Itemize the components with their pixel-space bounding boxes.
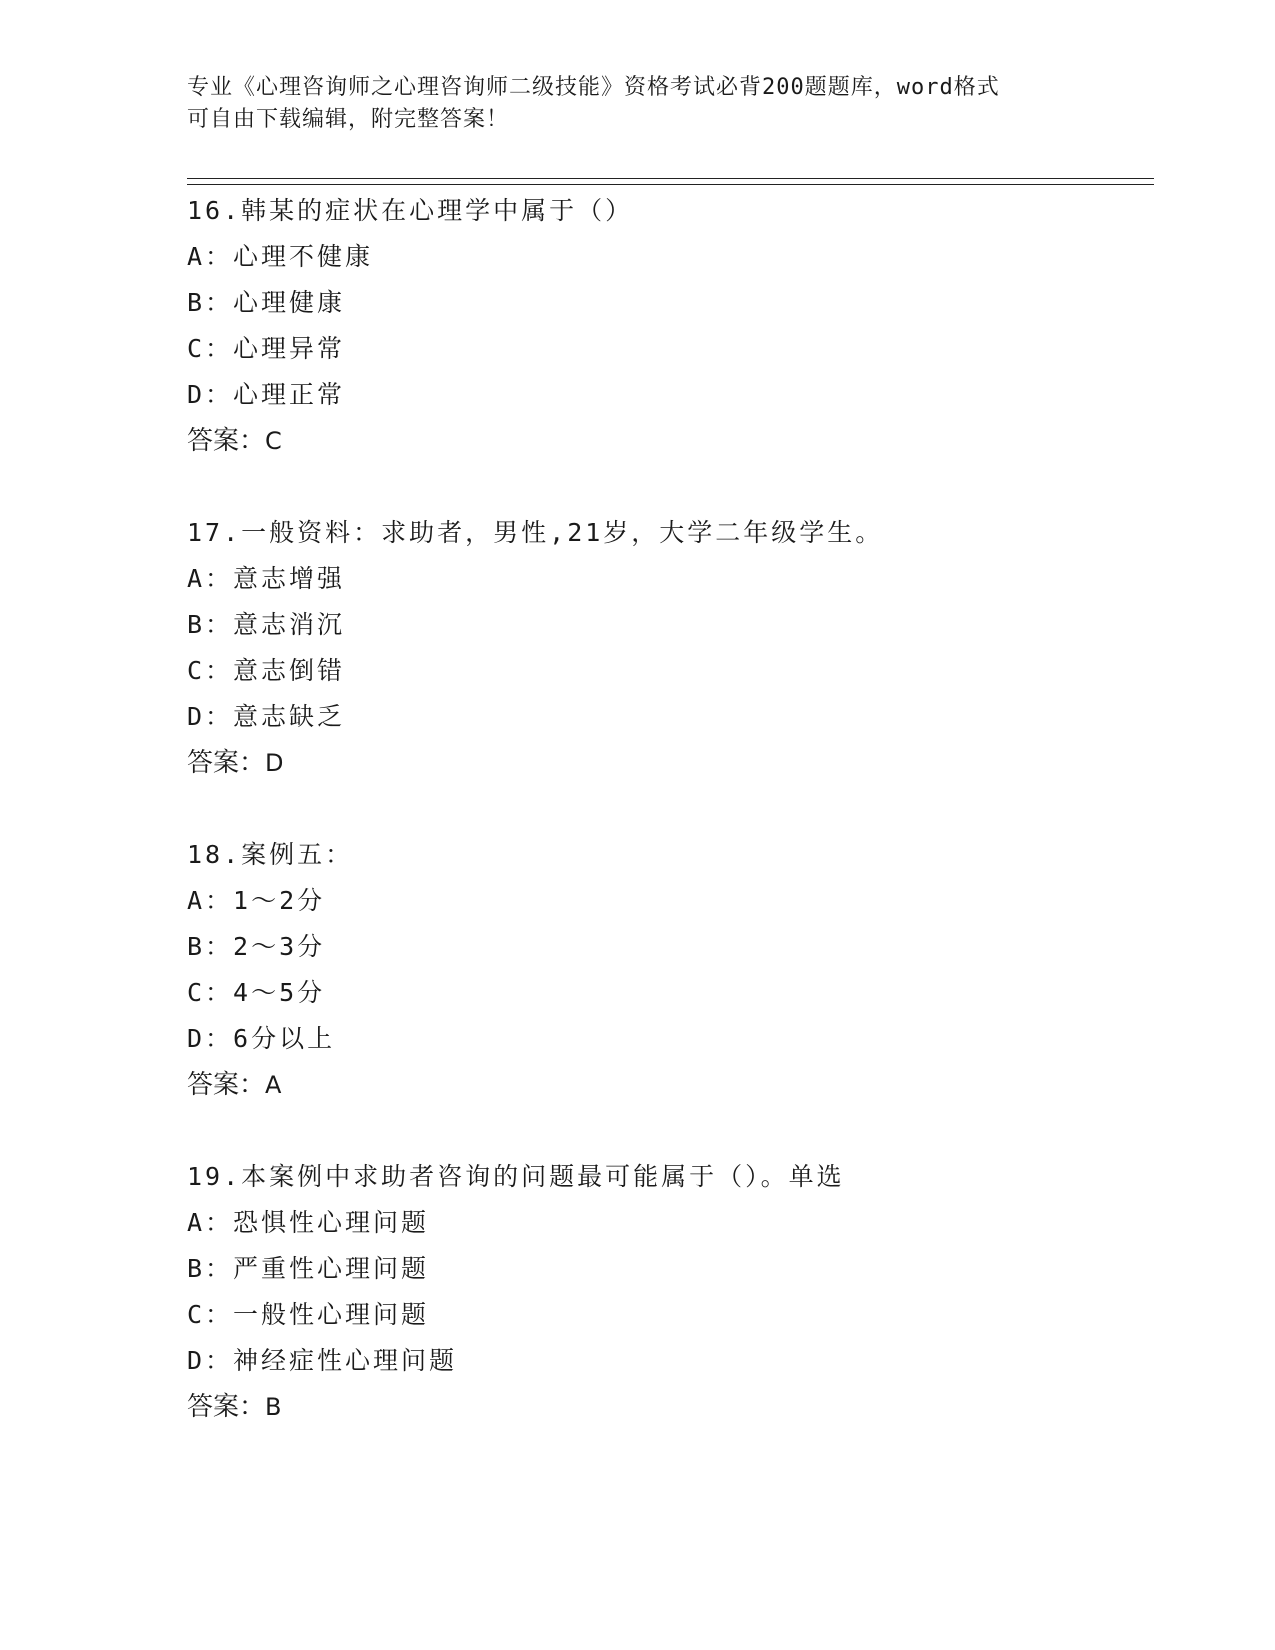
option-c: C：心理异常: [187, 334, 346, 363]
option-b: B：意志消沉: [187, 610, 346, 639]
header-line-2: 可自由下载编辑，附完整答案！: [187, 107, 510, 132]
question-19: [187, 1154, 1147, 1430]
question-stem: 16.韩某的症状在心理学中属于（）: [187, 196, 634, 225]
answer-line: [187, 1062, 1147, 1108]
option-d: D：意志缺乏: [187, 702, 346, 731]
header-divider-bottom: [187, 184, 1154, 185]
option-b: B：2～3分: [187, 932, 326, 961]
option-c: C：一般性心理问题: [187, 1300, 430, 1329]
option-d: D：神经症性心理问题: [187, 1346, 458, 1375]
option-a: A：心理不健康: [187, 242, 374, 271]
question-18: [187, 832, 1147, 1108]
question-stem: 17.一般资料：求助者，男性,21岁，大学二年级学生。: [187, 518, 884, 547]
header-line-1: 专业《心理咨询师之心理咨询师二级技能》资格考试必背200题题库，word格式: [187, 75, 1000, 100]
answer-line: [187, 418, 1147, 464]
option-a: A：意志增强: [187, 564, 346, 593]
option-d: D：6分以上: [187, 1024, 336, 1053]
option-d: D：心理正常: [187, 380, 346, 409]
answer-label: 答案：: [187, 1392, 266, 1422]
question-stem: 18.案例五：: [187, 840, 354, 869]
answer-value: B: [265, 1393, 282, 1421]
answer-label: 答案：: [187, 426, 266, 456]
answer-label: 答案：: [187, 1070, 266, 1100]
answer-line: [187, 1384, 1147, 1430]
option-b: B：严重性心理问题: [187, 1254, 430, 1283]
option-b: B：心理健康: [187, 288, 346, 317]
option-c: C：意志倒错: [187, 656, 346, 685]
question-16: [187, 188, 1147, 464]
question-list: [187, 188, 1147, 1476]
answer-value: A: [265, 1071, 282, 1099]
header-divider-top: [187, 178, 1154, 179]
option-a: A：恐惧性心理问题: [187, 1208, 430, 1237]
answer-value: D: [265, 749, 284, 777]
question-17: [187, 510, 1147, 786]
document-header: [187, 72, 1087, 136]
option-c: C：4～5分: [187, 978, 326, 1007]
question-stem: 19.本案例中求助者咨询的问题最可能属于（）。单选: [187, 1162, 845, 1191]
answer-line: [187, 740, 1147, 786]
answer-label: 答案：: [187, 748, 266, 778]
option-a: A：1～2分: [187, 886, 326, 915]
answer-value: C: [265, 427, 282, 455]
